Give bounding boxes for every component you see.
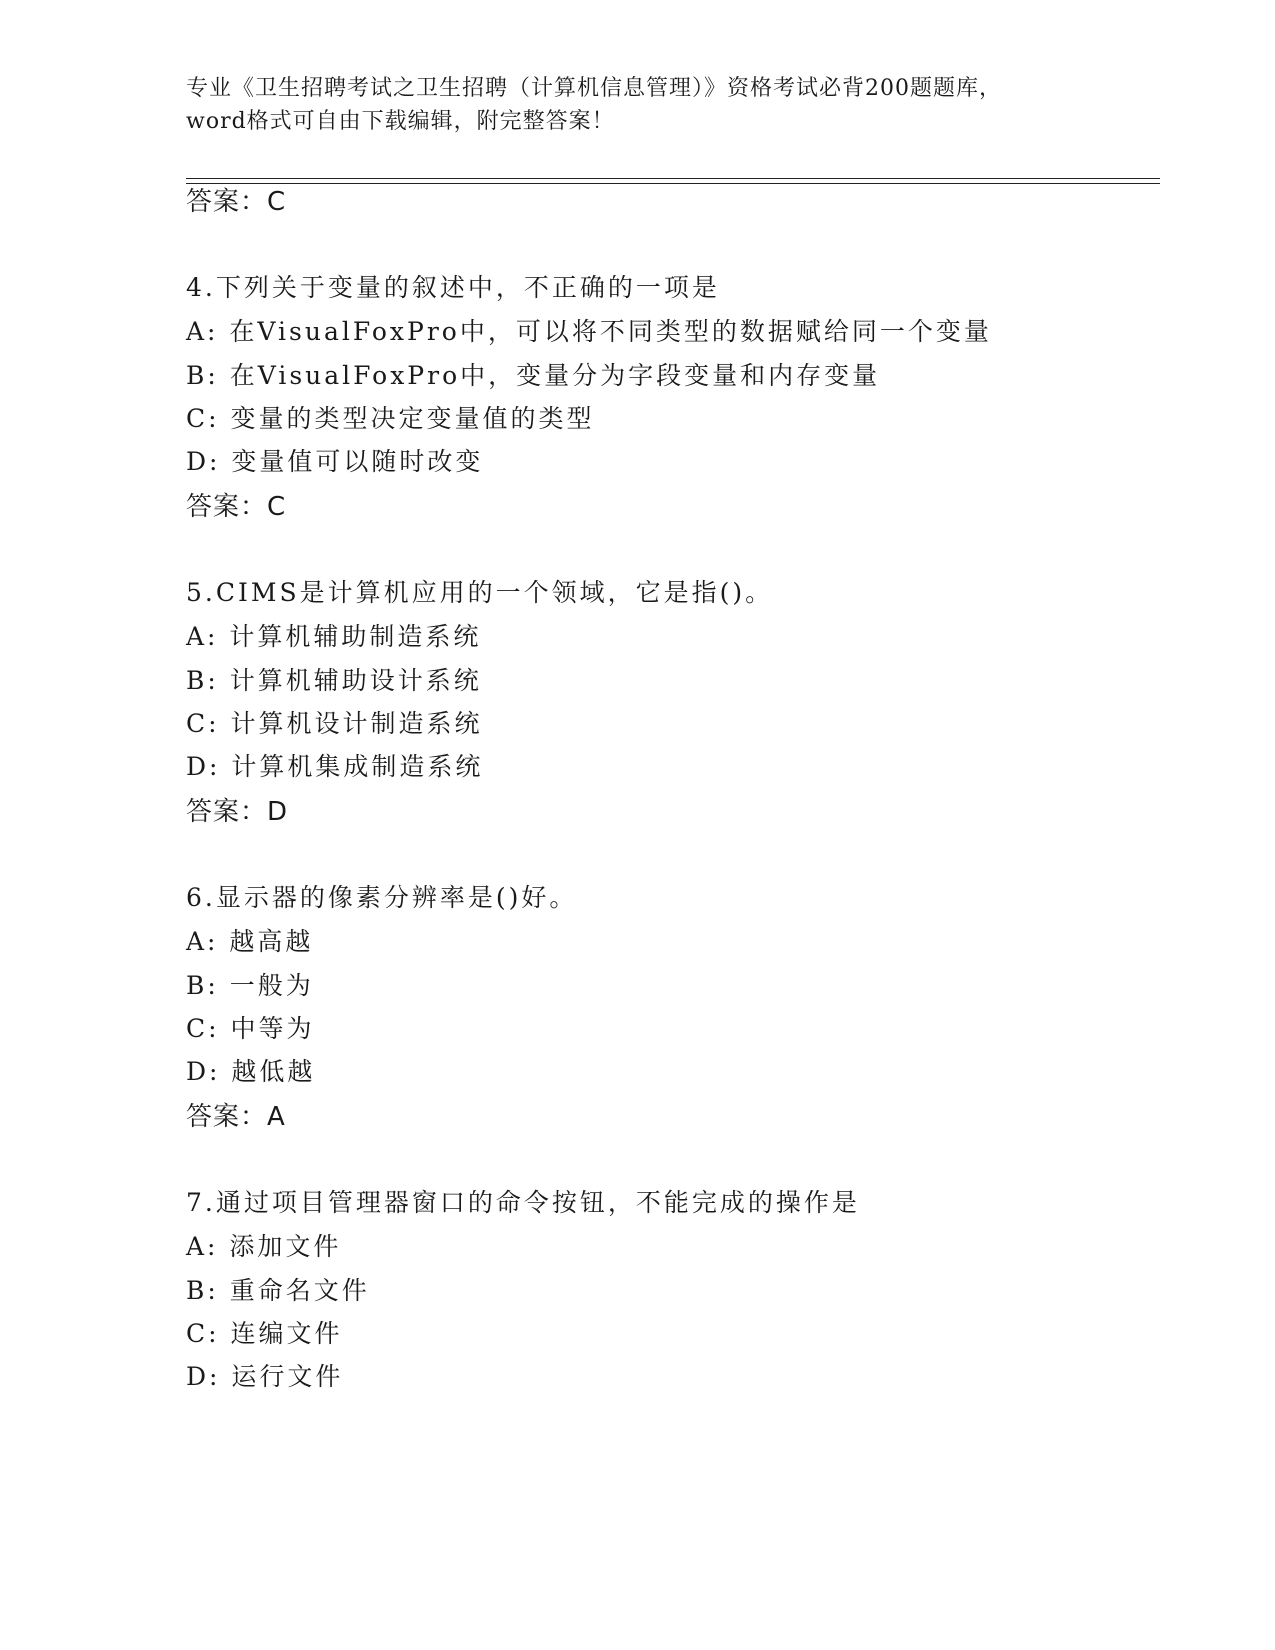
question-option: A: 计算机辅助制造系统 bbox=[186, 622, 482, 651]
question-answer: 答案：A bbox=[186, 1102, 286, 1132]
question-option: A: 添加文件 bbox=[186, 1232, 342, 1261]
question-option: B: 在VisualFoxPro中，变量分为字段变量和内存变量 bbox=[186, 361, 881, 390]
question-option: C: 连编文件 bbox=[186, 1319, 343, 1348]
question-option: C: 中等为 bbox=[186, 1014, 315, 1043]
question-option: D: 运行文件 bbox=[186, 1362, 344, 1391]
question-option: C: 计算机设计制造系统 bbox=[186, 709, 483, 738]
question-answer: 答案：C bbox=[186, 492, 287, 522]
document-header bbox=[186, 72, 1086, 138]
question-stem: 6.显示器的像素分辨率是()好。 bbox=[186, 883, 578, 912]
question-option: B: 计算机辅助设计系统 bbox=[186, 666, 482, 695]
header-divider-top bbox=[186, 178, 1160, 179]
question-option: C: 变量的类型决定变量值的类型 bbox=[186, 404, 595, 433]
question-stem: 7.通过项目管理器窗口的命令按钮，不能完成的操作是 bbox=[186, 1188, 860, 1217]
question-option: A: 在VisualFoxPro中，可以将不同类型的数据赋给同一个变量 bbox=[186, 317, 992, 346]
question-option: A: 越高越 bbox=[186, 927, 314, 956]
header-line-2: word格式可自由下载编辑，附完整答案！ bbox=[186, 109, 615, 134]
question-option: B: 一般为 bbox=[186, 971, 314, 1000]
question-answer: 答案：D bbox=[186, 797, 289, 827]
question-stem: 5.CIMS是计算机应用的一个领域，它是指()。 bbox=[186, 578, 774, 607]
header-divider-bottom bbox=[186, 183, 1160, 184]
question-option: B: 重命名文件 bbox=[186, 1276, 370, 1305]
question-option: D: 变量值可以随时改变 bbox=[186, 447, 484, 476]
question-option: D: 计算机集成制造系统 bbox=[186, 752, 484, 781]
header-line-1: 专业《卫生招聘考试之卫生招聘（计算机信息管理）》资格考试必背200题题库， bbox=[186, 76, 1002, 101]
question-stem: 4.下列关于变量的叙述中，不正确的一项是 bbox=[186, 273, 720, 302]
question-option: D: 越低越 bbox=[186, 1057, 316, 1086]
previous-answer: 答案：C bbox=[186, 187, 287, 217]
